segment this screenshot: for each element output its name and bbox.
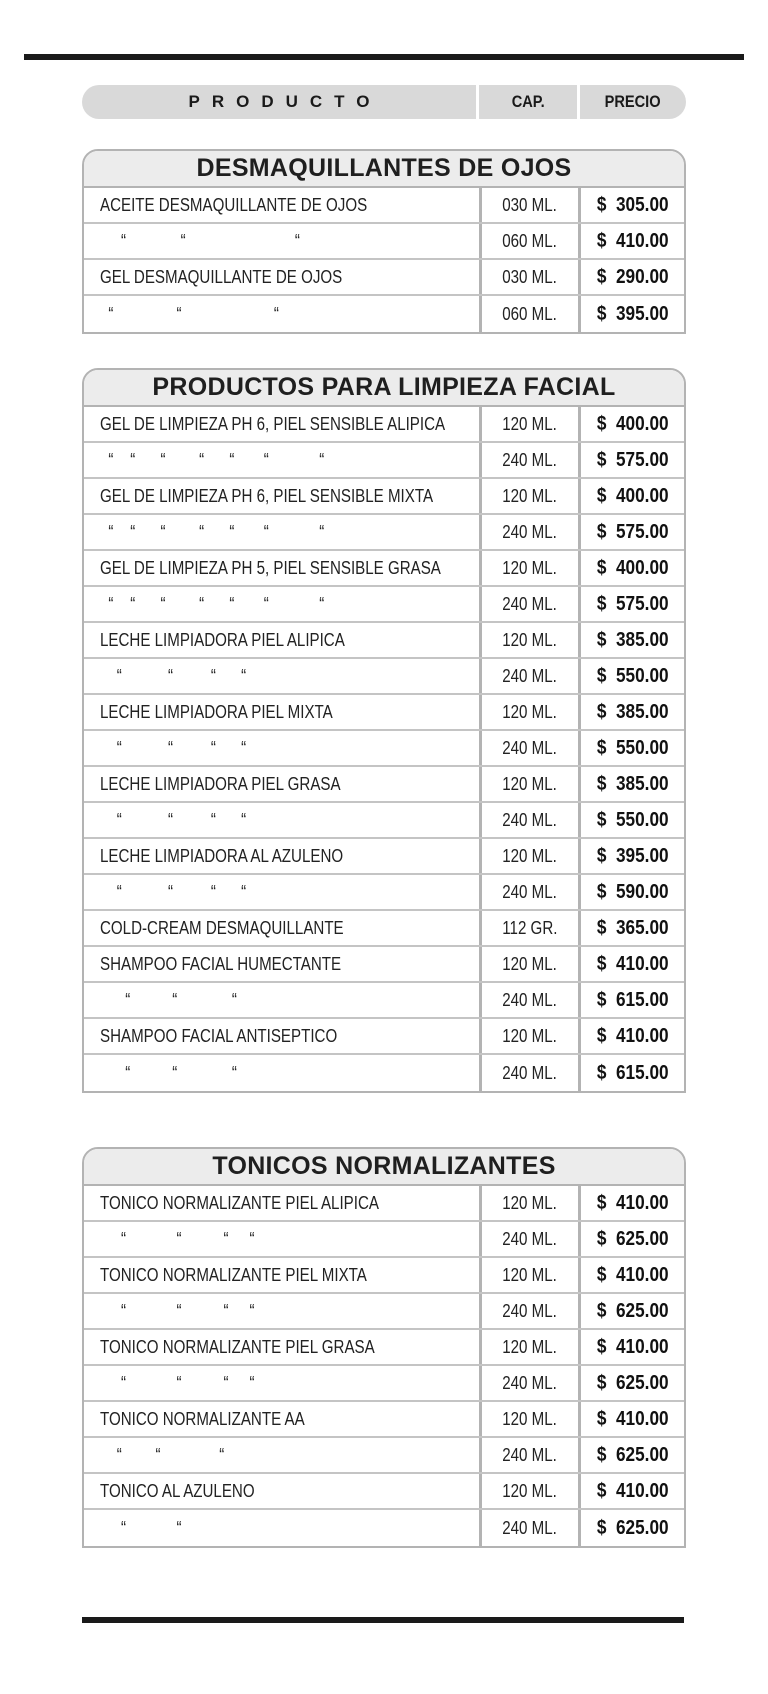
capacity-cell <box>482 1055 581 1091</box>
section-desmaquillantes-ojos <box>82 149 686 334</box>
price-cell <box>581 260 684 294</box>
table-row <box>84 260 684 296</box>
product-name-cell <box>84 767 482 801</box>
price: $ 400.00 <box>596 412 669 435</box>
product-name: “ “ “ “ <box>100 881 247 902</box>
bottom-rule <box>82 1617 684 1623</box>
price-cell <box>581 1474 684 1508</box>
product-name-cell <box>84 1366 482 1400</box>
capacity-cell <box>482 911 581 945</box>
product-name: GEL DE LIMPIEZA PH 6, PIEL SENSIBLE MIXTA <box>100 485 434 506</box>
price: $ 290.00 <box>596 265 669 288</box>
price: $ 410.00 <box>596 229 669 252</box>
table-row <box>84 1019 684 1055</box>
price: $ 410.00 <box>596 1479 669 1502</box>
price-cell <box>581 839 684 873</box>
capacity: 240 ML. <box>502 1228 558 1249</box>
section-tonicos-normalizantes <box>82 1147 686 1548</box>
product-name: “ “ “ <box>100 989 237 1010</box>
header-product: PRODUCTO <box>82 85 476 119</box>
capacity-cell <box>482 623 581 657</box>
product-name: TONICO NORMALIZANTE PIEL ALIPICA <box>100 1192 379 1213</box>
price: $ 550.00 <box>596 736 669 759</box>
capacity: 030 ML. <box>502 266 558 287</box>
price: $ 410.00 <box>596 1407 669 1430</box>
capacity-cell <box>482 1402 581 1436</box>
product-name: ACEITE DESMAQUILLANTE DE OJOS <box>100 194 368 215</box>
table-row <box>84 1055 684 1091</box>
table-row <box>84 1510 684 1546</box>
product-name-cell <box>84 947 482 981</box>
product-name: “ “ “ <box>100 303 279 324</box>
capacity: 120 ML. <box>502 845 558 866</box>
price-cell <box>581 407 684 441</box>
price: $ 410.00 <box>596 1191 669 1214</box>
price-cell <box>581 1402 684 1436</box>
table-row <box>84 443 684 479</box>
table-row <box>84 188 684 224</box>
product-name-cell <box>84 188 482 222</box>
capacity: 120 ML. <box>502 1408 558 1429</box>
product-name: GEL DESMAQUILLANTE DE OJOS <box>100 266 343 287</box>
capacity: 240 ML. <box>502 809 558 830</box>
table-row <box>84 731 684 767</box>
price: $ 550.00 <box>596 808 669 831</box>
capacity: 120 ML. <box>502 413 558 434</box>
price: $ 575.00 <box>596 448 669 471</box>
table-row <box>84 296 684 332</box>
capacity-cell <box>482 1258 581 1292</box>
capacity-cell <box>482 1474 581 1508</box>
product-name: “ “ “ “ <box>100 809 247 830</box>
price: $ 305.00 <box>596 193 669 216</box>
price-cell <box>581 695 684 729</box>
capacity-cell <box>482 695 581 729</box>
price-cell <box>581 731 684 765</box>
price-cell <box>581 479 684 513</box>
table-row <box>84 407 684 443</box>
capacity-cell <box>482 551 581 585</box>
capacity: 240 ML. <box>502 1444 558 1465</box>
price: $ 590.00 <box>596 880 669 903</box>
price-cell <box>581 875 684 909</box>
price: $ 365.00 <box>596 916 669 939</box>
capacity: 112 GR. <box>502 917 558 938</box>
product-name: “ “ “ <box>100 230 300 251</box>
capacity: 240 ML. <box>502 881 558 902</box>
product-name: SHAMPOO FACIAL HUMECTANTE <box>100 953 342 974</box>
price: $ 395.00 <box>596 302 669 325</box>
price: $ 575.00 <box>596 592 669 615</box>
price: $ 410.00 <box>596 1335 669 1358</box>
section-title: TONICOS NORMALIZANTES <box>84 1149 684 1186</box>
price: $ 615.00 <box>596 1061 669 1084</box>
capacity-cell <box>482 587 581 621</box>
product-name-cell <box>84 803 482 837</box>
capacity-cell <box>482 479 581 513</box>
header-price: PRECIO <box>580 85 686 119</box>
price: $ 385.00 <box>596 628 669 651</box>
price: $ 625.00 <box>596 1371 669 1394</box>
price-cell <box>581 1294 684 1328</box>
product-name: LECHE LIMPIADORA PIEL GRASA <box>100 773 341 794</box>
price-cell <box>581 1330 684 1364</box>
price: $ 625.00 <box>596 1443 669 1466</box>
product-name-cell <box>84 983 482 1017</box>
product-name-cell <box>84 407 482 441</box>
capacity: 240 ML. <box>502 1517 558 1538</box>
price: $ 410.00 <box>596 1263 669 1286</box>
price-cell <box>581 587 684 621</box>
price: $ 410.00 <box>596 952 669 975</box>
column-header-bar <box>82 85 686 119</box>
product-name-cell <box>84 1438 482 1472</box>
table-row <box>84 839 684 875</box>
capacity: 240 ML. <box>502 1062 558 1083</box>
capacity-cell <box>482 515 581 549</box>
capacity: 120 ML. <box>502 1480 558 1501</box>
capacity: 240 ML. <box>502 1300 558 1321</box>
price-cell <box>581 443 684 477</box>
product-name: “ “ “ <box>100 1444 225 1465</box>
product-name: TONICO NORMALIZANTE AA <box>100 1408 305 1429</box>
product-name-cell <box>84 515 482 549</box>
capacity: 240 ML. <box>502 449 558 470</box>
product-name: SHAMPOO FACIAL ANTISEPTICO <box>100 1025 338 1046</box>
price: $ 400.00 <box>596 556 669 579</box>
price: $ 625.00 <box>596 1227 669 1250</box>
capacity: 240 ML. <box>502 665 558 686</box>
price-cell <box>581 767 684 801</box>
capacity-cell <box>482 296 581 332</box>
capacity-cell <box>482 947 581 981</box>
price-cell <box>581 659 684 693</box>
capacity-cell <box>482 767 581 801</box>
price: $ 410.00 <box>596 1024 669 1047</box>
product-name-cell <box>84 839 482 873</box>
capacity-cell <box>482 1186 581 1220</box>
product-name-cell <box>84 260 482 294</box>
price-cell <box>581 983 684 1017</box>
top-rule <box>24 54 744 60</box>
price: $ 575.00 <box>596 520 669 543</box>
table-row <box>84 947 684 983</box>
table-row <box>84 1294 684 1330</box>
capacity-cell <box>482 875 581 909</box>
capacity: 060 ML. <box>502 230 558 251</box>
table-row <box>84 911 684 947</box>
product-name-cell <box>84 1258 482 1292</box>
capacity: 240 ML. <box>502 521 558 542</box>
product-name-cell <box>84 479 482 513</box>
capacity: 240 ML. <box>502 737 558 758</box>
capacity-cell <box>482 731 581 765</box>
product-name: “ “ “ <box>100 1062 237 1083</box>
price-cell <box>581 911 684 945</box>
product-name: LECHE LIMPIADORA AL AZULENO <box>100 845 344 866</box>
product-name: “ “ “ “ “ “ “ <box>100 593 325 614</box>
product-name-cell <box>84 1186 482 1220</box>
table-row <box>84 983 684 1019</box>
capacity: 120 ML. <box>502 701 558 722</box>
table-row <box>84 515 684 551</box>
product-name-cell <box>84 875 482 909</box>
header-capacity: CAP. <box>479 85 577 119</box>
capacity-cell <box>482 1294 581 1328</box>
product-name-cell <box>84 911 482 945</box>
price-cell <box>581 188 684 222</box>
price-cell <box>581 1510 684 1546</box>
price: $ 385.00 <box>596 772 669 795</box>
section-limpieza-facial <box>82 368 686 1093</box>
product-name-cell <box>84 1330 482 1364</box>
table-row <box>84 1222 684 1258</box>
capacity: 120 ML. <box>502 1336 558 1357</box>
table-row <box>84 767 684 803</box>
product-name-cell <box>84 1294 482 1328</box>
section-title: DESMAQUILLANTES DE OJOS <box>84 151 684 188</box>
product-name: “ “ “ “ <box>100 1372 255 1393</box>
product-name: “ “ “ “ “ “ “ <box>100 449 325 470</box>
table-row <box>84 479 684 515</box>
capacity: 240 ML. <box>502 593 558 614</box>
price-cell <box>581 1186 684 1220</box>
price-cell <box>581 296 684 332</box>
price-cell <box>581 623 684 657</box>
table-row <box>84 1258 684 1294</box>
product-name-cell <box>84 551 482 585</box>
product-name: “ “ “ “ <box>100 665 247 686</box>
capacity: 120 ML. <box>502 1025 558 1046</box>
product-name: GEL DE LIMPIEZA PH 6, PIEL SENSIBLE ALIPICA <box>100 413 446 434</box>
product-name-cell <box>84 1510 482 1546</box>
product-name-cell <box>84 587 482 621</box>
capacity-cell <box>482 839 581 873</box>
table-row <box>84 1186 684 1222</box>
capacity-cell <box>482 1019 581 1053</box>
price-cell <box>581 803 684 837</box>
table-row <box>84 551 684 587</box>
table-row <box>84 803 684 839</box>
table-row <box>84 1402 684 1438</box>
product-name: LECHE LIMPIADORA PIEL ALIPICA <box>100 629 345 650</box>
price-cell <box>581 947 684 981</box>
capacity: 240 ML. <box>502 1372 558 1393</box>
product-name: TONICO AL AZULENO <box>100 1480 255 1501</box>
capacity-cell <box>482 260 581 294</box>
product-name-cell <box>84 623 482 657</box>
product-name: “ “ “ “ “ “ “ <box>100 521 325 542</box>
section-title: PRODUCTOS PARA LIMPIEZA FACIAL <box>84 370 684 407</box>
capacity-cell <box>482 1366 581 1400</box>
product-name: GEL DE LIMPIEZA PH 5, PIEL SENSIBLE GRASA <box>100 557 441 578</box>
product-name-cell <box>84 1055 482 1091</box>
capacity-cell <box>482 188 581 222</box>
table-row <box>84 1474 684 1510</box>
product-name: “ “ “ “ <box>100 1228 255 1249</box>
product-name: “ “ “ “ <box>100 737 247 758</box>
capacity: 120 ML. <box>502 485 558 506</box>
product-name: LECHE LIMPIADORA PIEL MIXTA <box>100 701 333 722</box>
table-row <box>84 695 684 731</box>
capacity-cell <box>482 1222 581 1256</box>
capacity-cell <box>482 803 581 837</box>
price: $ 625.00 <box>596 1299 669 1322</box>
price: $ 395.00 <box>596 844 669 867</box>
product-name: “ “ “ “ <box>100 1300 255 1321</box>
price-cell <box>581 551 684 585</box>
capacity-cell <box>482 407 581 441</box>
price-cell <box>581 1438 684 1472</box>
price-cell <box>581 1222 684 1256</box>
table-row <box>84 1366 684 1402</box>
table-row <box>84 1330 684 1366</box>
product-name: “ “ <box>100 1517 182 1538</box>
capacity-cell <box>482 659 581 693</box>
product-name-cell <box>84 1402 482 1436</box>
capacity: 240 ML. <box>502 989 558 1010</box>
price-cell <box>581 1019 684 1053</box>
price: $ 615.00 <box>596 988 669 1011</box>
capacity-cell <box>482 1510 581 1546</box>
product-name: COLD-CREAM DESMAQUILLANTE <box>100 917 344 938</box>
capacity: 030 ML. <box>502 194 558 215</box>
table-row <box>84 623 684 659</box>
capacity-cell <box>482 983 581 1017</box>
price: $ 625.00 <box>596 1516 669 1539</box>
product-name-cell <box>84 1222 482 1256</box>
product-name: TONICO NORMALIZANTE PIEL GRASA <box>100 1336 375 1357</box>
price-cell <box>581 224 684 258</box>
price: $ 550.00 <box>596 664 669 687</box>
capacity-cell <box>482 1438 581 1472</box>
capacity: 120 ML. <box>502 773 558 794</box>
capacity: 120 ML. <box>502 1192 558 1213</box>
capacity: 120 ML. <box>502 557 558 578</box>
capacity: 120 ML. <box>502 1264 558 1285</box>
capacity-cell <box>482 224 581 258</box>
product-name-cell <box>84 731 482 765</box>
price-cell <box>581 1055 684 1091</box>
product-name-cell <box>84 224 482 258</box>
product-name-cell <box>84 659 482 693</box>
product-name-cell <box>84 443 482 477</box>
capacity-cell <box>482 443 581 477</box>
table-row <box>84 875 684 911</box>
product-name-cell <box>84 296 482 332</box>
product-name-cell <box>84 1019 482 1053</box>
product-name-cell <box>84 695 482 729</box>
price: $ 385.00 <box>596 700 669 723</box>
product-name-cell <box>84 1474 482 1508</box>
capacity: 060 ML. <box>502 303 558 324</box>
price: $ 400.00 <box>596 484 669 507</box>
price-cell <box>581 515 684 549</box>
table-row <box>84 659 684 695</box>
table-row <box>84 1438 684 1474</box>
product-name: TONICO NORMALIZANTE PIEL MIXTA <box>100 1264 367 1285</box>
table-row <box>84 224 684 260</box>
capacity: 120 ML. <box>502 629 558 650</box>
table-row <box>84 587 684 623</box>
price-cell <box>581 1258 684 1292</box>
capacity-cell <box>482 1330 581 1364</box>
capacity: 120 ML. <box>502 953 558 974</box>
price-cell <box>581 1366 684 1400</box>
